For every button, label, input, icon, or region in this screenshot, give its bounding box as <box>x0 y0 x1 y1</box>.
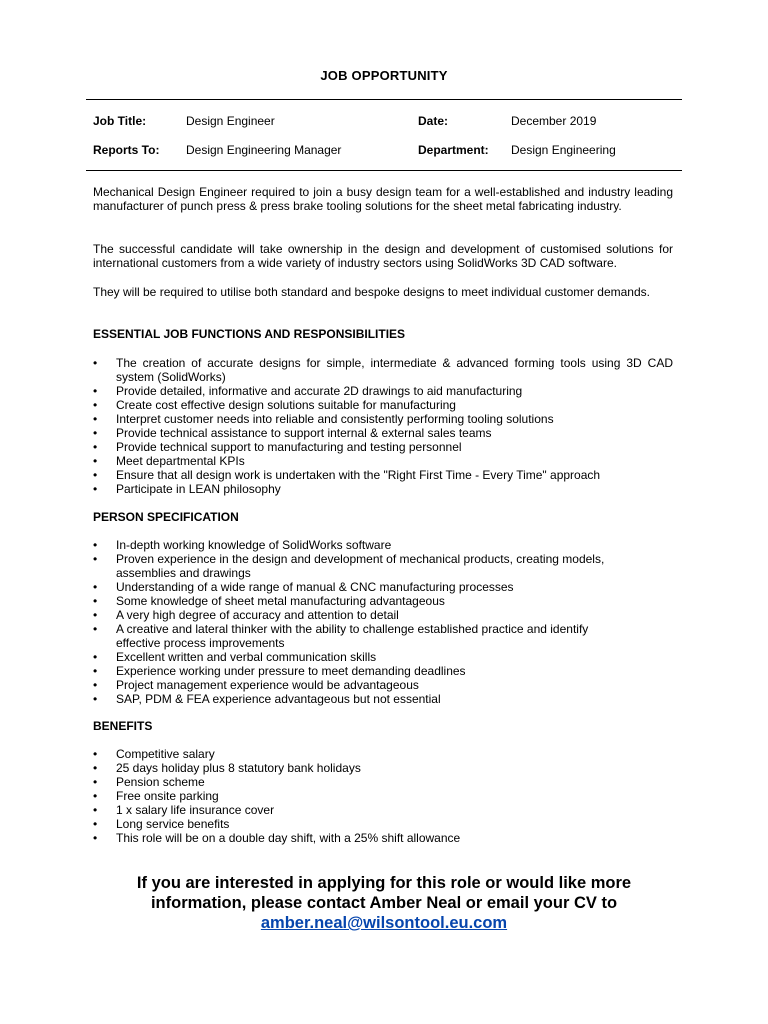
list-item: • Interpret customer needs into reliable and consistently performing tooling solutions <box>93 412 554 426</box>
list-item: • 1 x salary life insurance cover <box>93 803 275 817</box>
responsibilities-list <box>93 356 673 496</box>
department-value: Design Engineering <box>511 143 616 157</box>
benefits-list <box>93 747 673 845</box>
bullet-icon: • <box>93 608 98 622</box>
bullet-icon: • <box>93 692 98 706</box>
bullet-icon: • <box>93 468 98 482</box>
bullet-icon: • <box>93 552 98 566</box>
list-item: • Ensure that all design work is undertaken with the "Right First Time - Every Time" approach <box>93 468 601 482</box>
list-item: • Participate in LEAN philosophy <box>93 482 281 496</box>
bullet-icon: • <box>93 440 98 454</box>
benefits-heading: BENEFITS <box>93 719 153 733</box>
list-item: • Provide technical assistance to support internal & external sales teams <box>93 426 492 440</box>
bullet-icon: • <box>93 538 98 552</box>
job-title-value: Design Engineer <box>186 114 275 128</box>
list-item: • A very high degree of accuracy and attention to detail <box>93 608 399 622</box>
bullet-icon: • <box>93 384 98 398</box>
bullet-icon: • <box>93 580 98 594</box>
list-item: • The creation of accurate designs for simple, intermediate & advanced forming tools using 3D CAD system (SolidWorks) <box>93 356 673 384</box>
bullet-icon: • <box>93 747 98 761</box>
bullet-icon: • <box>93 803 98 817</box>
list-item: • Create cost effective design solutions suitable for manufacturing <box>93 398 456 412</box>
list-item: • A creative and lateral thinker with the ability to challenge established practice and identify effective process improvements <box>93 622 589 650</box>
bullet-icon: • <box>93 817 98 831</box>
list-item: • 25 days holiday plus 8 statutory bank holidays <box>93 761 361 775</box>
intro-paragraph-2: The successful candidate will take ownership in the design and development of customised solutions for international customers from a wide variety of industry sectors using SolidWorks 3D CAD software. <box>93 242 673 270</box>
list-item: • Provide detailed, informative and accurate 2D drawings to aid manufacturing <box>93 384 523 398</box>
list-item: • Long service benefits <box>93 817 230 831</box>
contact-line-2: information, please contact Amber Neal or email your CV to <box>150 894 618 912</box>
bullet-icon: • <box>93 412 98 426</box>
list-item: • Some knowledge of sheet metal manufacturing advantageous <box>93 594 445 608</box>
responsibilities-heading: ESSENTIAL JOB FUNCTIONS AND RESPONSIBILITIES <box>93 327 406 341</box>
date-value: December 2019 <box>511 114 597 128</box>
contact-line-1: If you are interested in applying for this role or would like more <box>136 874 632 892</box>
list-item: • Excellent written and verbal communication skills <box>93 650 377 664</box>
list-item: • Meet departmental KPIs <box>93 454 245 468</box>
list-item: • This role will be on a double day shift, with a 25% shift allowance <box>93 831 461 845</box>
list-item: • Competitive salary <box>93 747 215 761</box>
list-item: • Provide technical support to manufacturing and testing personnel <box>93 440 462 454</box>
date-label: Date: <box>418 114 449 128</box>
bullet-icon: • <box>93 454 98 468</box>
top-divider <box>86 99 682 100</box>
bullet-icon: • <box>93 650 98 664</box>
list-item: • Experience working under pressure to meet demanding deadlines <box>93 664 466 678</box>
bullet-icon: • <box>93 356 98 370</box>
reports-to-value: Design Engineering Manager <box>186 143 342 157</box>
bullet-icon: • <box>93 761 98 775</box>
list-item: • Understanding of a wide range of manual & CNC manufacturing processes <box>93 580 514 594</box>
list-item: • SAP, PDM & FEA experience advantageous but not essential <box>93 692 441 706</box>
list-item: • Project management experience would be advantageous <box>93 678 419 692</box>
bullet-icon: • <box>93 664 98 678</box>
person-spec-list <box>93 538 673 706</box>
bottom-divider <box>86 170 682 171</box>
bullet-icon: • <box>93 831 98 845</box>
bullet-icon: • <box>93 775 98 789</box>
list-item: • Pension scheme <box>93 775 205 789</box>
reports-to-label: Reports To: <box>93 143 160 157</box>
bullet-icon: • <box>93 789 98 803</box>
list-item: • In-depth working knowledge of SolidWorks software <box>93 538 392 552</box>
intro-paragraph-3: They will be required to utilise both standard and bespoke designs to meet individual customer demands. <box>93 285 650 299</box>
document-title: JOB OPPORTUNITY <box>320 68 448 83</box>
department-label: Department: <box>418 143 489 157</box>
bullet-icon: • <box>93 398 98 412</box>
person-spec-heading: PERSON SPECIFICATION <box>93 510 239 524</box>
bullet-icon: • <box>93 622 98 636</box>
bullet-icon: • <box>93 482 98 496</box>
bullet-icon: • <box>93 678 98 692</box>
bullet-icon: • <box>93 426 98 440</box>
intro-paragraph-1: Mechanical Design Engineer required to join a busy design team for a well-established and industry leading manufacturer of punch press & press brake tooling solutions for the sheet metal fabricating industry. <box>93 185 673 213</box>
bullet-icon: • <box>93 594 98 608</box>
contact-block <box>0 873 768 933</box>
list-item: • Proven experience in the design and development of mechanical products, creating models, assemblies and drawings <box>93 552 605 580</box>
list-item: • Free onsite parking <box>93 789 219 803</box>
job-title-label: Job Title: <box>93 114 147 128</box>
email-link[interactable]: amber.neal@wilsontool.eu.com <box>260 914 508 932</box>
